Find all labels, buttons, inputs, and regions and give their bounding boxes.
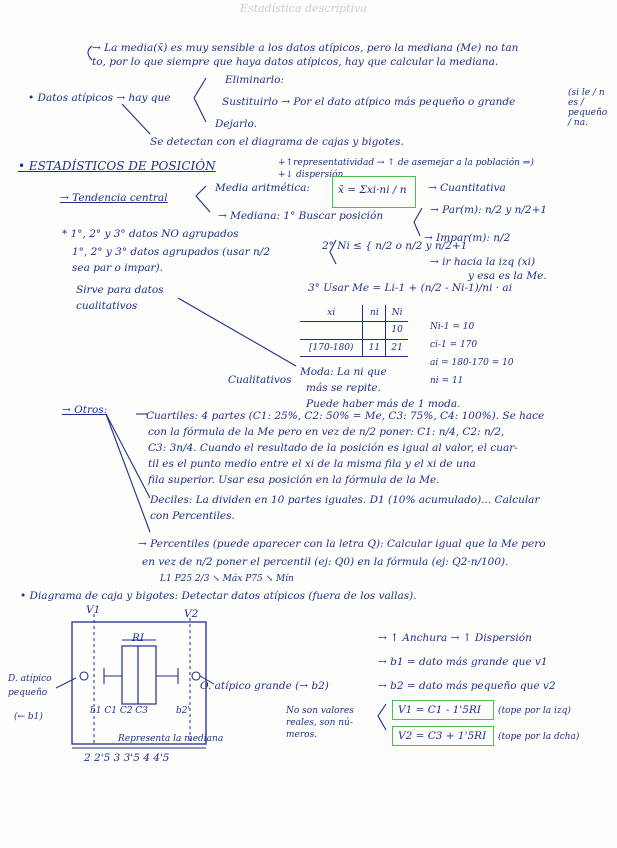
line-no-son-2: reales, son nú- [286,718,353,728]
outlier-large-dot [192,672,200,680]
line-no-son-1: No son valores [286,706,354,716]
line-datos-123-3: sea par o impar). [72,262,163,274]
line-deciles-2: con Percentiles. [150,510,235,522]
brace-hay-que [194,78,206,122]
line-cuartiles-4: til es el punto medio entre el xi de la misma fila y el xi de una [148,458,476,470]
line-percentiles: → Percentiles (puede aparecer con la letra Q): Calcular igual que la Me pero [138,538,546,550]
table-header-cell: Ni [386,305,408,322]
arrow-small-outlier [56,678,76,688]
line-sustituirlo: Sustituirlo → Por el dato atípico más pequeño o grande [222,96,516,108]
line-cualitativos2: Cualitativos [228,374,292,386]
header-ghost-text: Estadística descriptiva [240,2,367,15]
brace-media [88,46,92,60]
line-anchura: → ↑ Anchura → ↑ Dispersión [378,632,532,644]
line-eliminarlo: Eliminarlo: [225,74,284,86]
line-media-aritmetica: Media aritmética: [215,182,310,194]
line-datos-123-1: * 1°, 2° y 3° datos NO agrupados [62,228,239,240]
heading-tendencia-central: → Tendencia central [60,192,168,204]
line-v1-note: (tope por la izq) [498,706,571,716]
table-header-cell: xi [300,305,363,322]
arrow-to-deciles [106,414,150,498]
line-esa-me: y esa es la Me. [468,270,547,282]
line-cuartiles-5: fila superior. Usar esa posición en la fórmula de la Me. [148,474,440,486]
line-representatividad: +↑representatividad → ↑ de asemejar a la población ⇒) [278,158,534,168]
label-atipico-pequeno-3: (← b1) [14,712,43,722]
line-dispersion-small: +↓ dispersión [278,170,344,180]
line-p-labels: L1 P25 2/3 ↘ Máx P75 ↘ Mín [160,574,294,584]
brace-tendencia [196,186,210,212]
boxplot-box [122,646,156,704]
line-ci-val: ci-1 = 170 [430,340,478,350]
line-ni-val: Ni-1 = 10 [430,322,475,332]
arrow-large-outlier [200,676,214,684]
line-cuantitativa: → Cuantitativa [428,182,506,194]
arrow-to-percentiles [106,414,150,532]
label-atipico-pequeno-2: pequeño [8,688,48,698]
line-percentiles-2: en vez de n/2 poner el percentil (ej: Q0) en la fórmula (ej: Q2·n/100). [142,556,509,568]
table-cell: 10 [386,322,408,339]
line-diagrama: • Diagrama de caja y bigotes: Detectar datos atípicos (fuera de los vallas). [20,590,417,602]
table-header-cell: ni [363,305,386,322]
line-v2-note: (tope por la dcha) [498,732,580,742]
line-par: → Par(m): n/2 y n/2+1 [430,204,548,216]
line-ni-val2: ni = 11 [430,376,464,386]
line-media-sensible-1: → La media(x̄) es muy sensible a los datos atípicos, pero la mediana (Me) no tan [92,42,519,54]
line-cuartiles-2: con la fórmula de la Me pero en vez de n/2 poner: C1: n/4, C2: n/2, [148,426,505,438]
line-cuartiles-3: C3: 3n/4. Cuando el resultado de la posición es igual al valor, el cuar- [148,442,518,454]
brace-vallas [378,704,386,730]
formula-v2: V2 = C3 + 1'5RI [398,730,487,742]
line-paso2: 2° Ni ≤ { n/2 o n/2 y n/2+1 [322,240,468,252]
brace-paso2 [330,240,336,264]
label-atipico-grande: O. atípico grande (→ b2) [200,680,329,692]
line-detectan: Se detectan con el diagrama de cajas y bigotes. [150,136,404,148]
line-datos-123-2: 1°, 2° y 3° datos agrupados (usar n/2 [72,246,271,258]
label-box-quartiles: b1 C1 C2 C3 [90,706,148,716]
formula-v1: V1 = C1 - 1'5RI [398,704,481,716]
label-axis-ticks: 2 2'5 3 3'5 4 4'5 [84,752,170,764]
table-cell: 21 [386,339,408,356]
line-deciles: Deciles: La dividen en 10 partes iguales. D1 (10% acumulado)... Calcular [150,494,540,506]
line-b1: → b1 = dato más grande que v1 [378,656,548,668]
line-media-sensible-2: to, por lo que siempre que haya datos atípicos, hay que calcular la mediana. [92,56,499,68]
label-v2: V2 [184,608,199,620]
label-representa-mediana: Representa la mediana [118,734,224,744]
label-ri: RI [132,632,145,644]
line-cualitativos: cualitativos [76,300,138,312]
line-ir-hacia: → ir hacia la izq (xi) [430,256,536,268]
line-no-son-3: meros. [286,730,318,740]
line-impar: → Impar(m): n/2 [424,232,511,244]
line-datos-atipicos: • Datos atípicos → hay que [28,92,171,104]
line-sirve: Sirve para datos [76,284,164,296]
outlier-small-dot [80,672,88,680]
table-cell: 11 [363,339,386,356]
table-cell: [170-180) [300,339,363,356]
brace-par-impar [414,208,422,236]
label-v1: V1 [86,604,101,616]
line-moda: Moda: La ni que [300,366,387,378]
line-b2: → b2 = dato más pequeño que v2 [378,680,556,692]
label-b2: b2' [176,706,190,716]
line-cuartiles: Cuartiles: 4 partes (C1: 25%, C2: 50% = Me, C3: 75%, C4: 100%). Se hace [146,410,545,422]
line-side-note: (si le / n es / pequeño / na. [568,88,608,128]
heading-otros: → Otros: [62,404,108,416]
line-moda3: Puede haber más de 1 moda. [306,398,461,410]
line-ai-val: ai = 180-170 = 10 [430,358,514,368]
line-paso3: 3° Usar Me = Li-1 + (n/2 - Ni-1)/ni · ai [308,282,513,294]
label-atipico-pequeno-1: D. atípico [8,674,52,684]
heading-estadisticos: • ESTADÍSTICOS DE POSICIÓN [18,159,216,173]
arrow-detectan [122,104,150,134]
line-mediana: → Mediana: 1° Buscar posición [218,210,384,222]
line-moda2: más se repite. [306,382,381,394]
arrow-to-moda [178,298,296,366]
formula-media: x̄ = Σxi·ni / n [338,184,407,196]
line-dejarlo: Dejarlo. [215,118,257,130]
